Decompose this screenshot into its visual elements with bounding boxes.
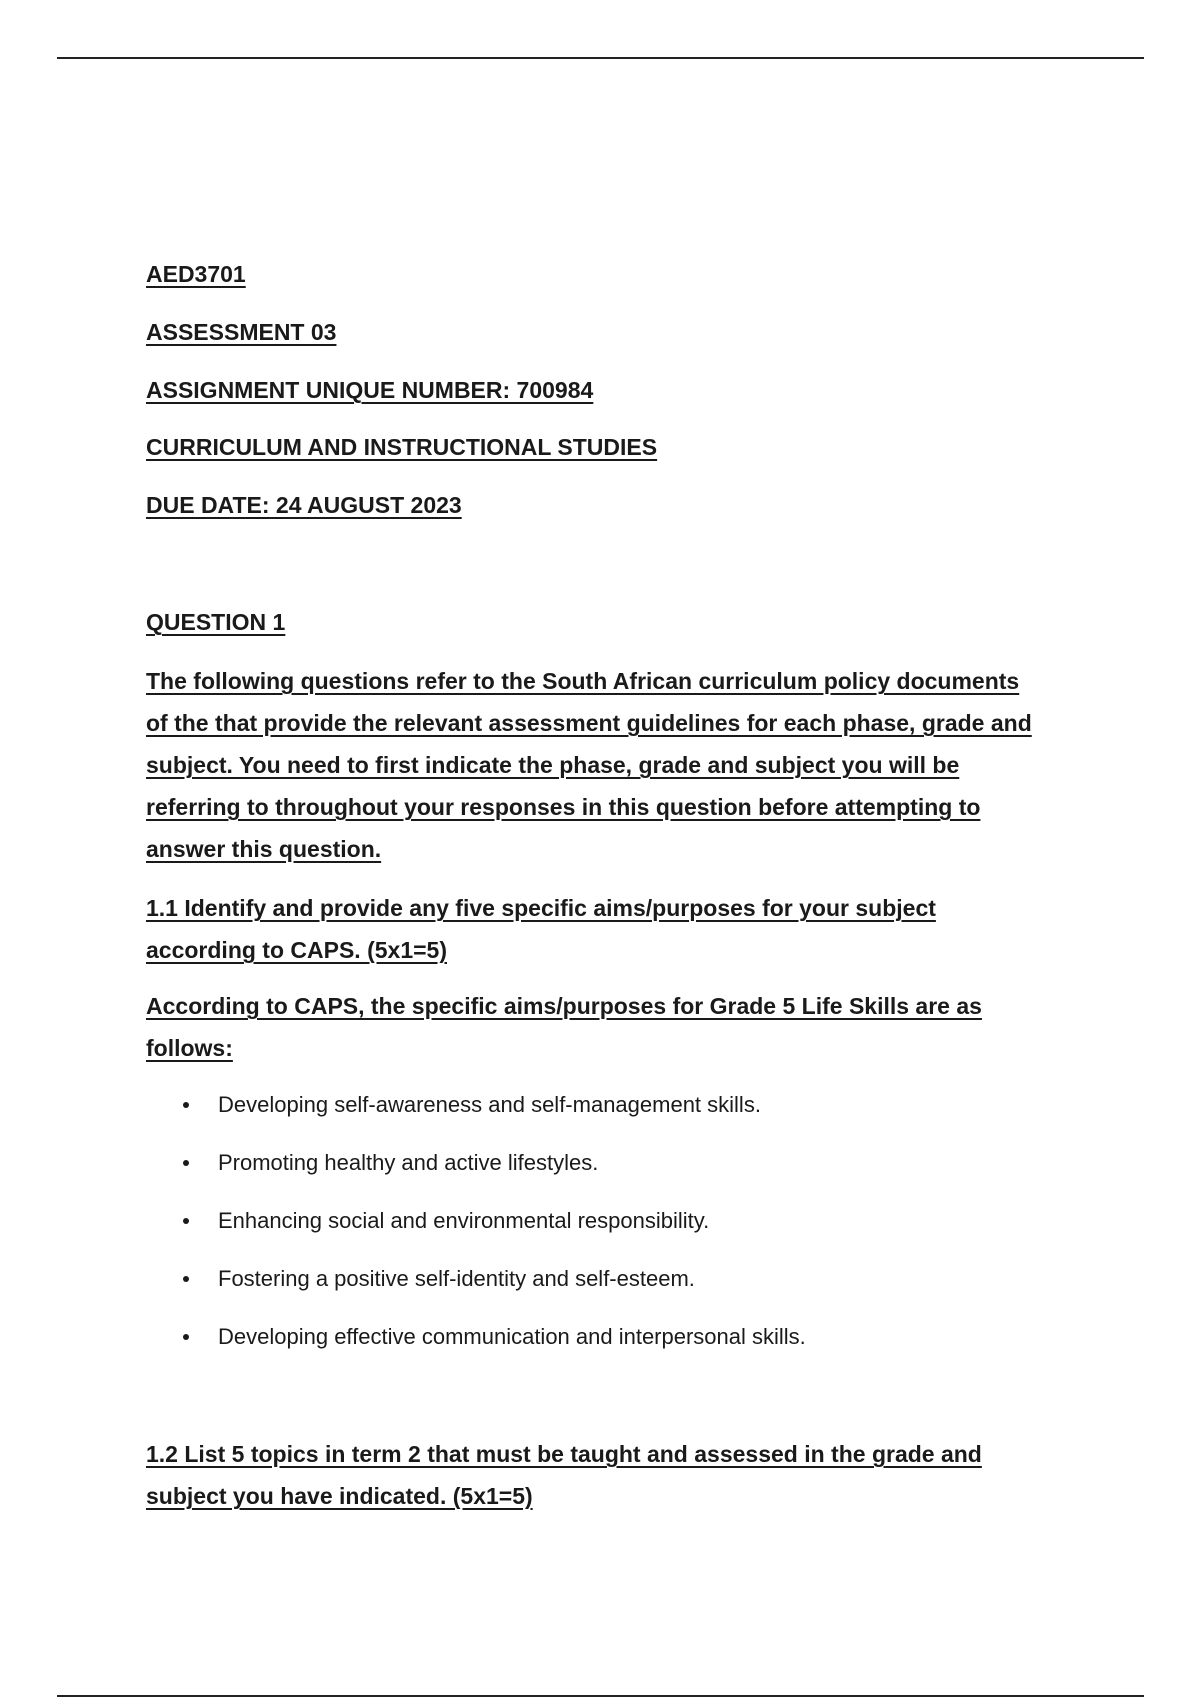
bullet-icon [183,1160,189,1166]
bullet-icon [183,1218,189,1224]
top-rule [57,57,1144,59]
bottom-rule [57,1695,1144,1697]
list-item: Enhancing social and environmental responsibility. [146,1201,806,1259]
aims-list [146,1085,806,1375]
question-title: QUESTION 1 [146,609,286,635]
list-item: Developing self-awareness and self-management skills. [146,1085,806,1143]
due-date: DUE DATE: 24 AUGUST 2023 [146,492,462,518]
bullet-icon [183,1276,189,1282]
answer-intro: According to CAPS, the specific aims/purposes for Grade 5 Life Skills are as follows: [146,993,982,1061]
bullet-icon [183,1102,189,1108]
question-1-2: 1.2 List 5 topics in term 2 that must be taught and assessed in the grade and subject you have indicated. (5x1=5) [146,1441,982,1509]
assignment-unique-number: ASSIGNMENT UNIQUE NUMBER: 700984 [146,377,594,403]
bullet-icon [183,1334,189,1340]
question-1-1: 1.1 Identify and provide any five specific aims/purposes for your subject according to CAPS. (5x1=5) [146,895,936,963]
question-intro: The following questions refer to the South African curriculum policy documents of the that provide the relevant assessment guidelines for each phase, grade and subject. You need to first indicate the phase, grade and subject you will be referring to throughout your responses in this question before attempting to answer this question. [146,668,1032,862]
assessment-number: ASSESSMENT 03 [146,319,337,345]
module-title: CURRICULUM AND INSTRUCTIONAL STUDIES [146,434,658,460]
list-item: Developing effective communication and interpersonal skills. [146,1317,806,1375]
course-code: AED3701 [146,261,246,287]
list-item: Fostering a positive self-identity and self-esteem. [146,1259,806,1317]
list-item: Promoting healthy and active lifestyles. [146,1143,806,1201]
